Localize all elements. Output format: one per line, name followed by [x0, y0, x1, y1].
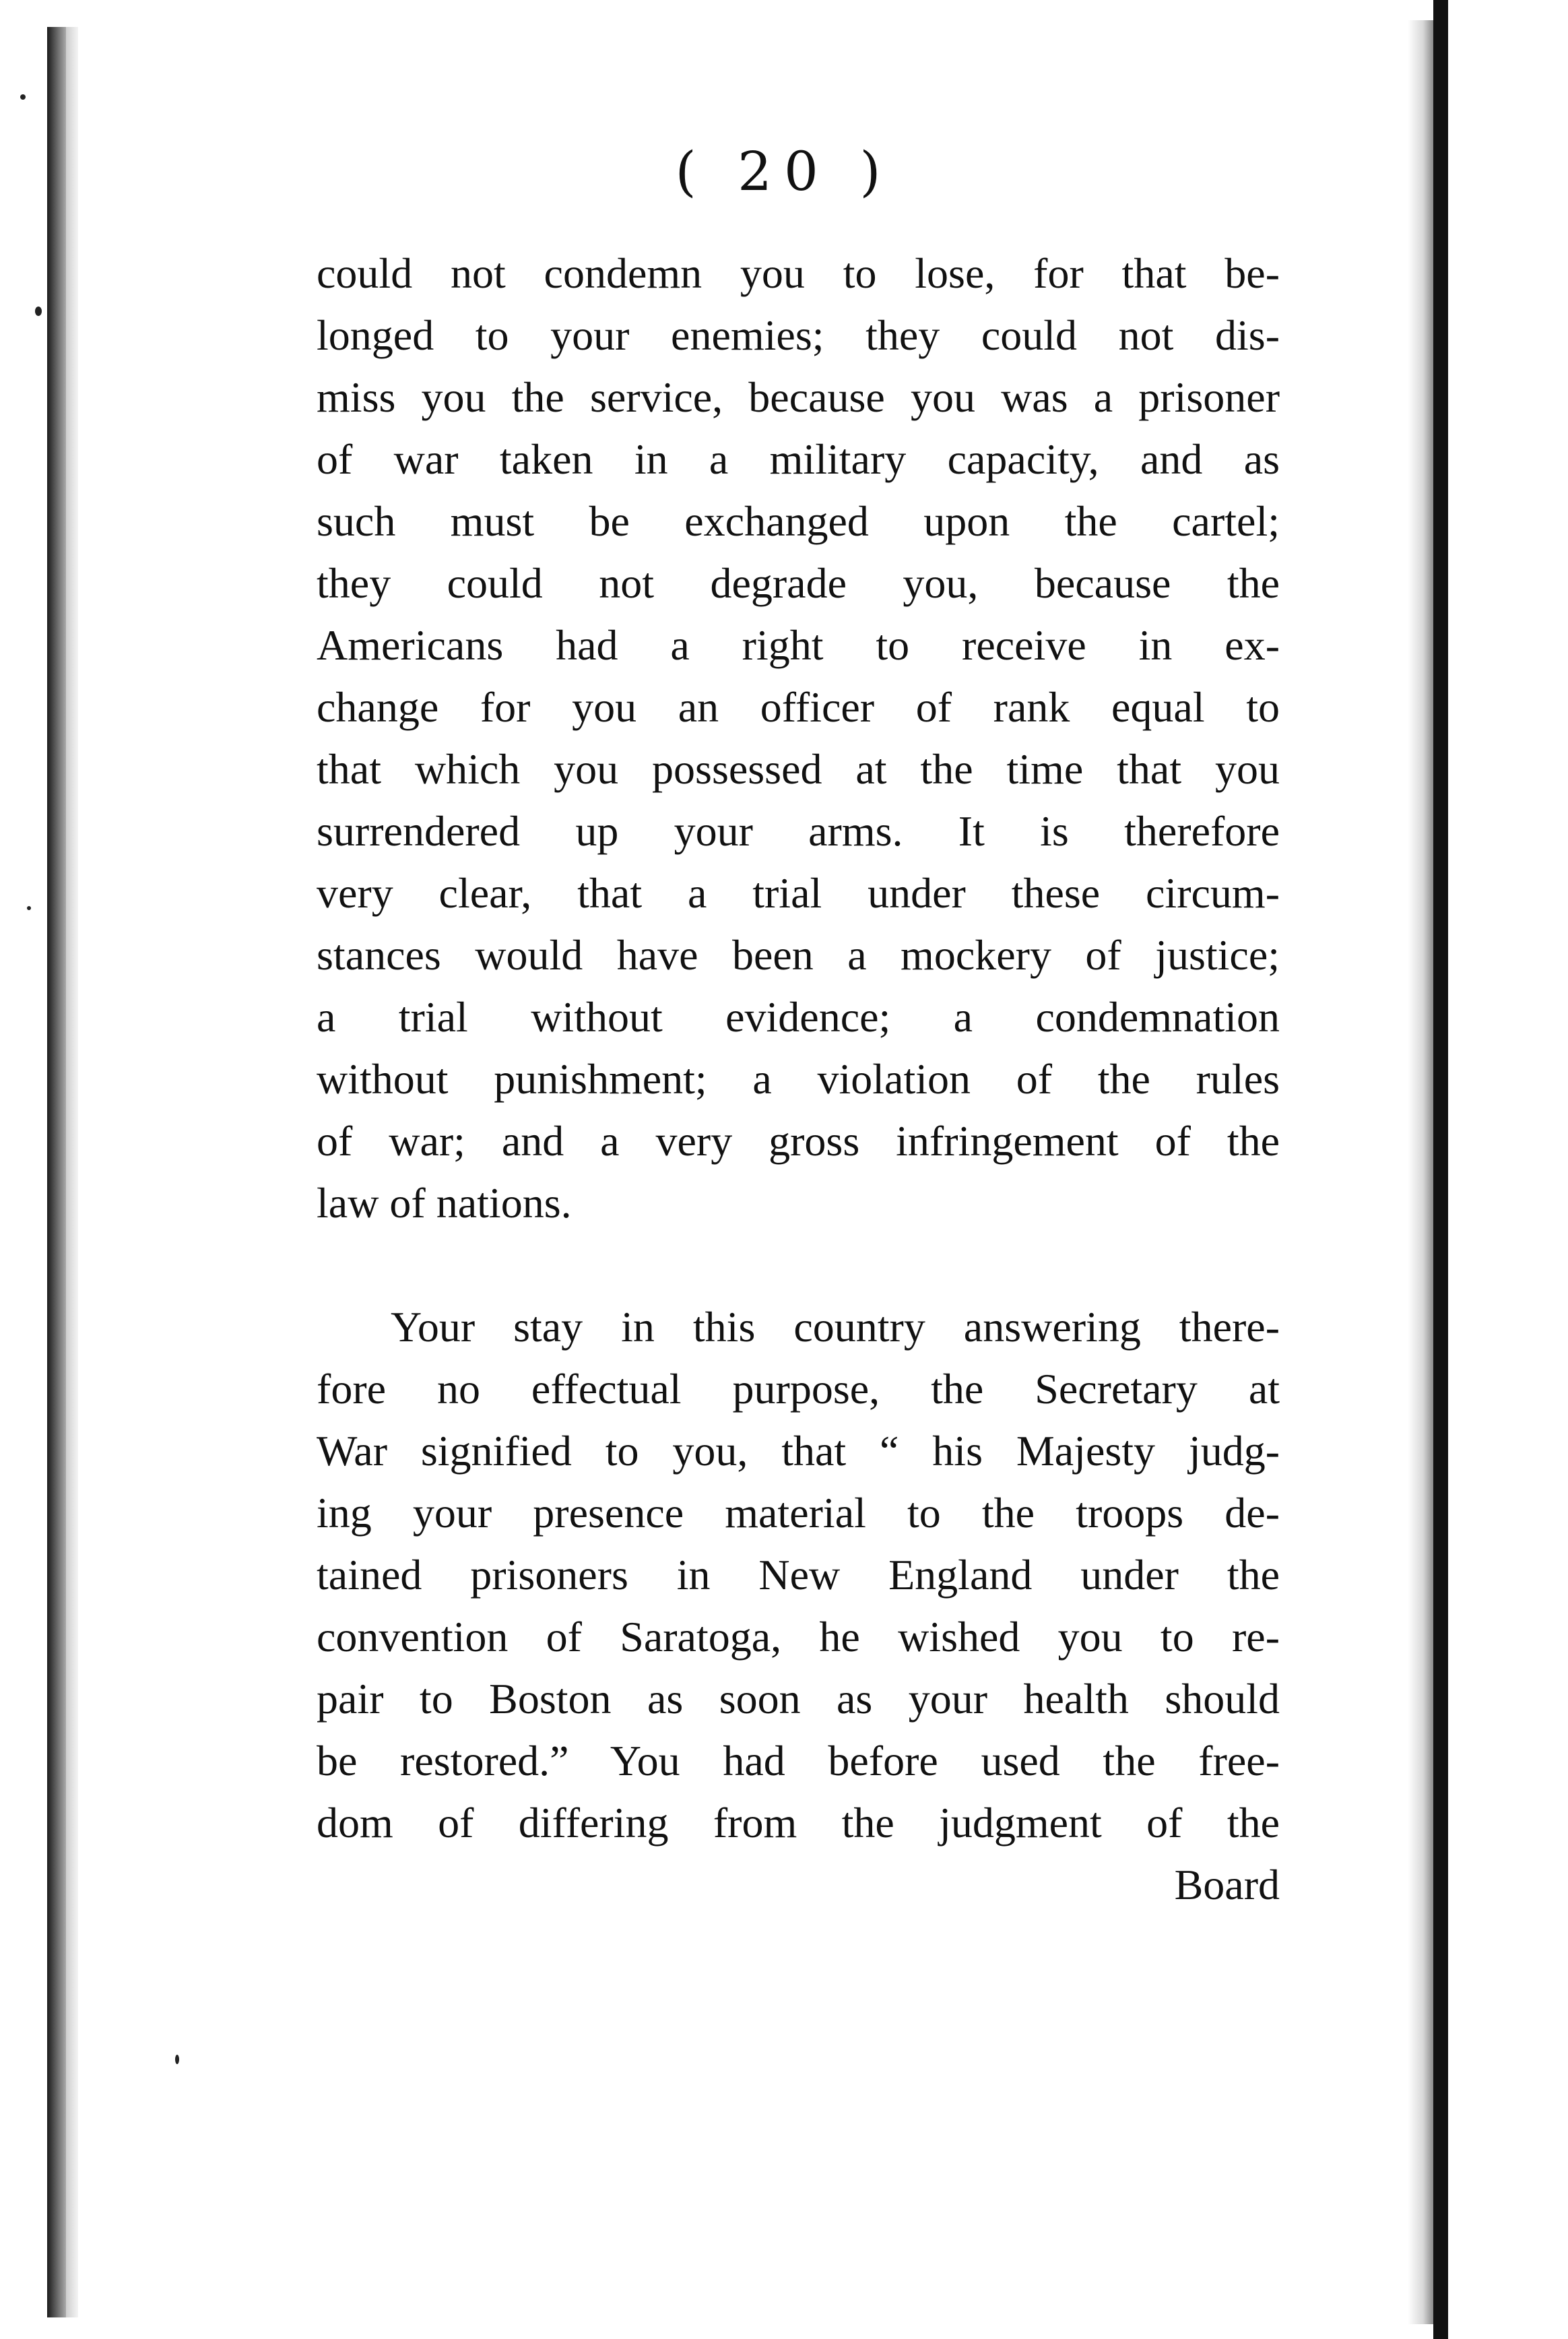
scan-speck — [175, 2055, 179, 2064]
text-line: without punishment; a violation of the rules — [317, 1055, 1280, 1103]
text-line: law of nations. — [317, 1179, 572, 1227]
text-line: fore no effectual purpose, the Secretary at — [317, 1365, 1280, 1413]
text-line: ing your presence material to the troops de- — [317, 1489, 1280, 1537]
page-left-edge-highlight — [66, 27, 78, 2317]
text-line: surrendered up your arms. It is therefore — [317, 807, 1280, 855]
paragraph-1 — [317, 243, 1280, 1234]
text-line: stances would have been a mockery of justice; — [317, 931, 1280, 979]
scan-speck — [20, 94, 26, 100]
text-line: longed to your enemies; they could not dis- — [317, 311, 1280, 359]
facing-page-strip — [1433, 0, 1568, 2339]
text-line: they could not degrade you, because the — [317, 559, 1280, 607]
text-line: dom of differing from the judgment of the — [317, 1799, 1280, 1847]
paragraph-gap — [317, 1234, 1280, 1296]
text-line: could not condemn you to lose, for that be- — [317, 249, 1280, 297]
scan-speck — [35, 307, 42, 316]
body-text — [317, 243, 1280, 1916]
catchword: Board — [1174, 1861, 1280, 1909]
text-line: miss you the service, because you was a prisoner — [317, 373, 1280, 421]
text-line: such must be exchanged upon the cartel; — [317, 497, 1280, 545]
text-line: that which you possessed at the time that you — [317, 745, 1280, 793]
text-line: pair to Boston as soon as your health should — [317, 1675, 1280, 1723]
text-line: convention of Saratoga, he wished you to re- — [317, 1613, 1280, 1661]
text-line: tained prisoners in New England under the — [317, 1551, 1280, 1599]
gutter-shadow — [1408, 20, 1433, 2324]
text-line: Americans had a right to receive in ex- — [317, 621, 1280, 669]
page-left-edge — [47, 27, 66, 2317]
text-line: change for you an officer of rank equal to — [317, 683, 1280, 731]
text-line: of war taken in a military capacity, and as — [317, 435, 1280, 483]
text-line: Your stay in this country answering there- — [391, 1303, 1280, 1351]
text-line: be restored.” You had before used the free- — [317, 1737, 1280, 1785]
page-number: ( 20 ) — [675, 140, 893, 203]
text-line: War signified to you, that “ his Majesty judg- — [317, 1427, 1280, 1475]
paragraph-2 — [317, 1296, 1280, 1854]
text-line: a trial without evidence; a condemnation — [317, 993, 1280, 1041]
scan-speck — [27, 906, 31, 910]
text-line: of war; and a very gross infringement of the — [317, 1117, 1280, 1165]
text-line: very clear, that a trial under these circum- — [317, 869, 1280, 917]
